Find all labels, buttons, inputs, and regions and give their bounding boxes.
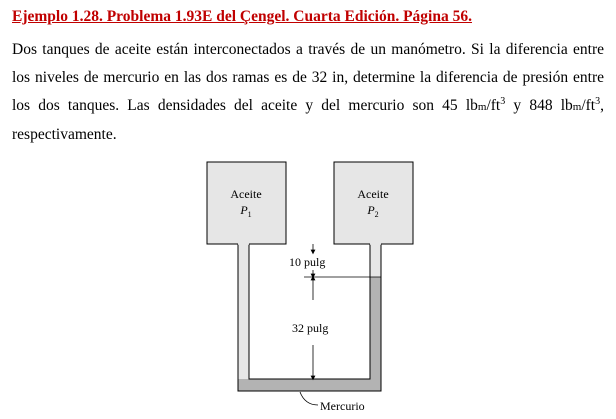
unit-subscript-2: m bbox=[572, 101, 582, 113]
problem-text-1: Dos tanques de aceite están interconectados a través de un manómetro. Si la diferencia entre los niveles de mercurio en las dos ramas es de 32 in, determine la diferencia de presión entre los dos tanques. Las densidades del aceite y del mercurio son 45 lb bbox=[12, 41, 604, 114]
tube-right-oil bbox=[370, 243, 381, 277]
dimension-lower-label: 32 pulg bbox=[292, 321, 329, 335]
tube-left-oil bbox=[238, 243, 249, 379]
mercury-leader-line bbox=[300, 392, 318, 405]
tank-left-pressure: $P_1$ bbox=[240, 203, 252, 219]
problem-text-4: /ft bbox=[581, 97, 596, 114]
problem-text-5: , respectivamente. bbox=[12, 97, 604, 143]
mercury-label: Mercurio bbox=[320, 399, 365, 413]
mercury-bottom bbox=[238, 379, 381, 391]
problem-text-2: /ft bbox=[486, 97, 501, 114]
dimension-upper-label: 10 pulg bbox=[289, 255, 326, 269]
tank-right-pressure: $P_2$ bbox=[367, 203, 379, 219]
unit-subscript-1: m bbox=[477, 101, 487, 113]
exponent-1: 3 bbox=[500, 95, 506, 107]
exponent-2: 3 bbox=[595, 95, 601, 107]
tank-right-label: Aceite bbox=[357, 187, 389, 201]
mercury-right-column bbox=[370, 277, 381, 391]
tank-left-label: Aceite bbox=[230, 187, 262, 201]
problem-text-3: y 848 lb bbox=[505, 97, 573, 114]
problem-title: Ejemplo 1.28. Problema 1.93E del Çengel. Cuarta Edición. Página 56. bbox=[12, 8, 472, 25]
